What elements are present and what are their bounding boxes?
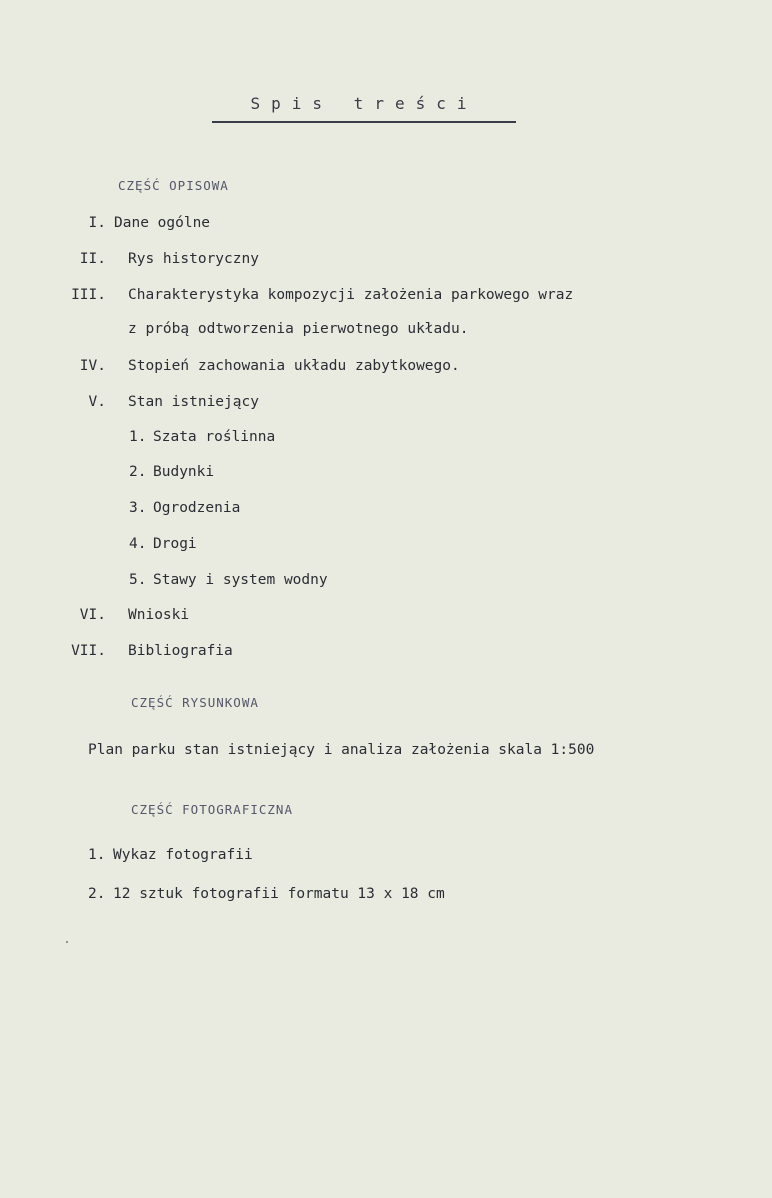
page-title: Spis treści (250, 94, 478, 113)
toc-text: Stopień zachowania układu zabytkowego. (128, 358, 460, 374)
paper-speck (66, 941, 68, 943)
toc-number: VI. (79, 607, 106, 623)
toc-text: Ogrodzenia (153, 500, 241, 516)
toc-text: Charakterystyka kompozycji założenia parkowego wraz (128, 287, 574, 303)
toc-text: Bibliografia (128, 643, 233, 659)
toc-number: II. (79, 251, 106, 267)
section-heading-drawing: CZĘŚĆ RYSUNKOWA (131, 695, 259, 710)
toc-text: z próbą odtworzenia pierwotnego układu. (128, 321, 469, 337)
toc-text: Wnioski (128, 607, 190, 623)
toc-number: 1. (129, 429, 147, 445)
toc-text: Stan istniejący (128, 394, 259, 410)
toc-number: V. (88, 394, 106, 410)
toc-text: Budynki (153, 464, 215, 480)
photo-item-text: 12 sztuk fotografii formatu 13 x 18 cm (113, 886, 445, 902)
toc-text: Stawy i system wodny (153, 572, 328, 588)
toc-number: I. (88, 215, 106, 231)
title-underline (212, 121, 516, 123)
toc-number: 5. (129, 572, 147, 588)
toc-number: IV. (79, 358, 106, 374)
photo-item-number: 1. (88, 847, 106, 863)
toc-text: Szata roślinna (153, 429, 276, 445)
toc-number: 2. (129, 464, 147, 480)
toc-text: Dane ogólne (114, 215, 211, 231)
toc-number: 4. (129, 536, 147, 552)
toc-number: VII. (71, 643, 106, 659)
toc-number: III. (71, 287, 106, 303)
photo-item-number: 2. (88, 886, 106, 902)
drawing-item: Plan parku stan istniejący i analiza założenia skala 1:500 (88, 742, 595, 758)
section-heading-photo: CZĘŚĆ FOTOGRAFICZNA (131, 802, 293, 817)
toc-number: 3. (129, 500, 147, 516)
toc-text: Rys historyczny (128, 251, 259, 267)
section-heading-descriptive: CZĘŚĆ OPISOWA (118, 178, 229, 193)
photo-item-text: Wykaz fotografii (113, 847, 253, 863)
toc-text: Drogi (153, 536, 197, 552)
